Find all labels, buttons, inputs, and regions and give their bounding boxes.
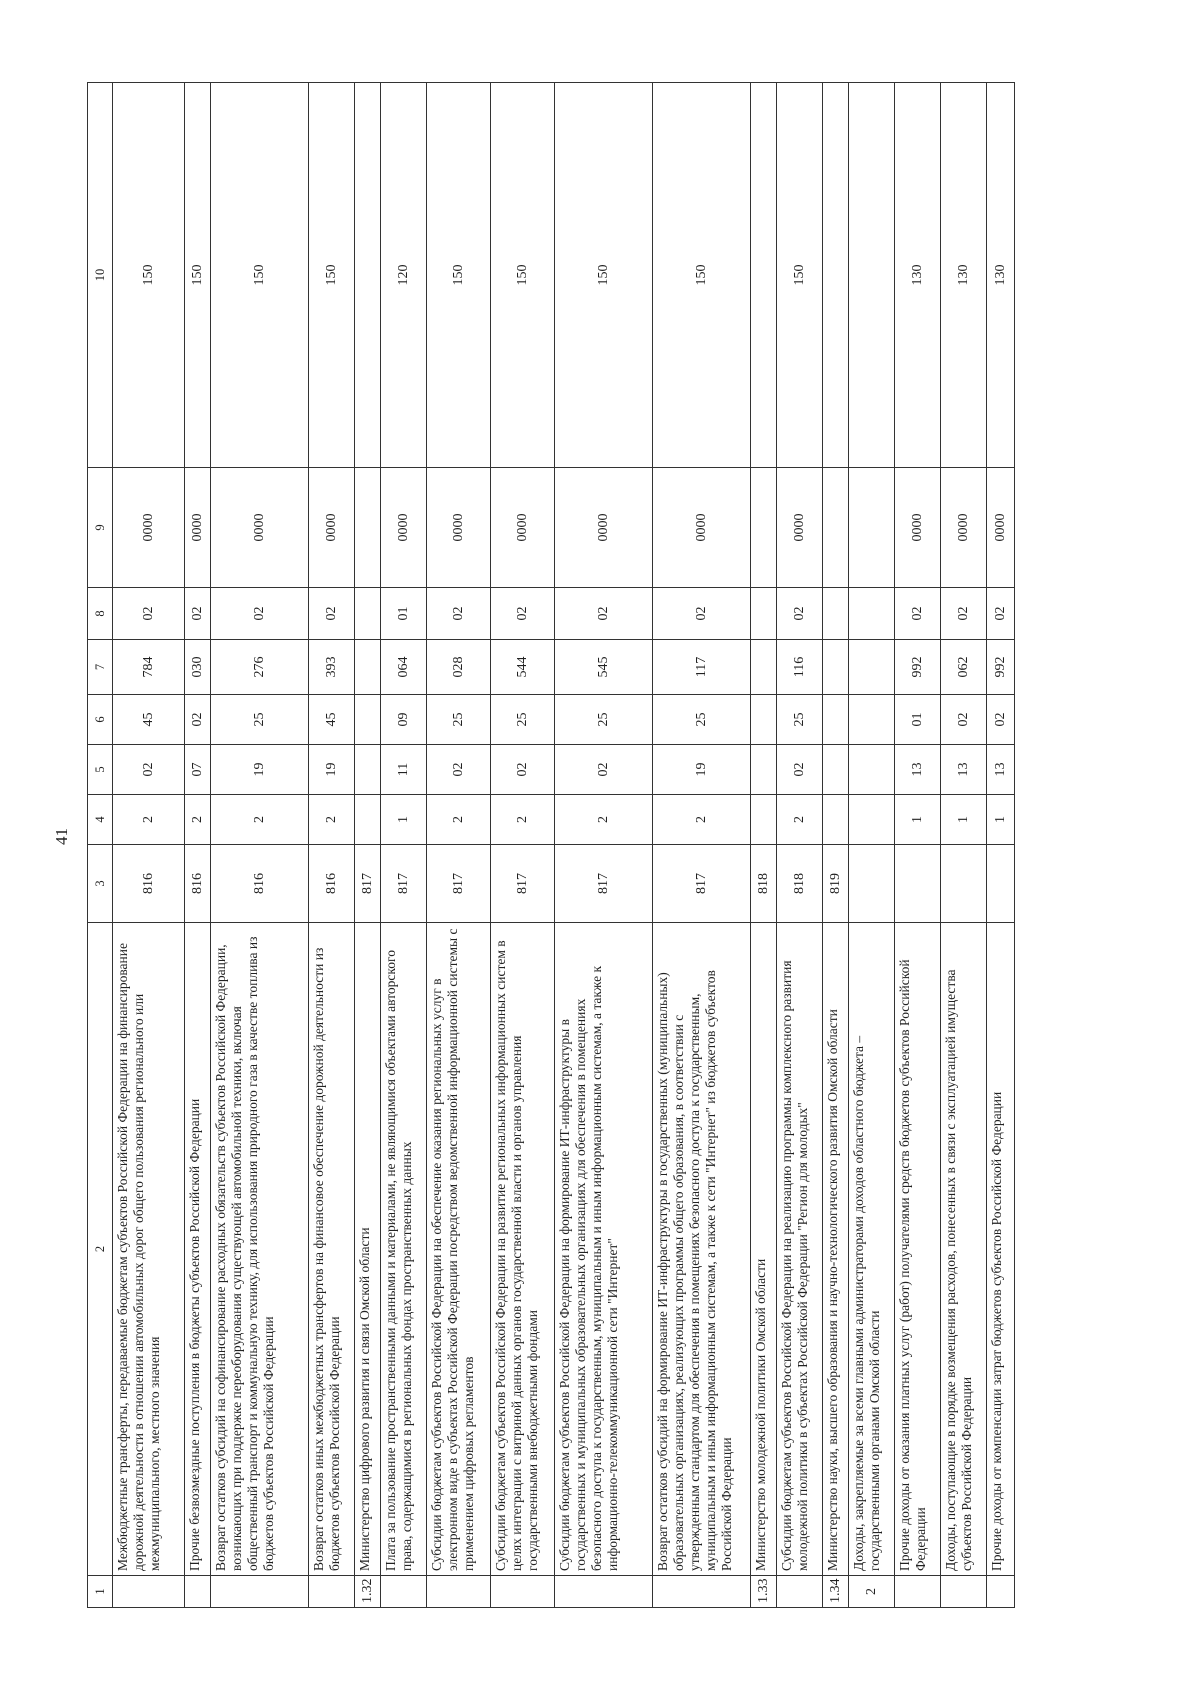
program-code — [751, 468, 777, 588]
table-row — [777, 83, 823, 1608]
row-name: Прочие доходы от компенсации затрат бюджетов субъектов Российской Федерации — [987, 923, 1015, 1576]
subarticle-code: 030 — [185, 640, 211, 695]
subgroup-code: 19 — [211, 745, 309, 795]
table-row — [491, 83, 555, 1608]
row-name: Прочие доходы от оказания платных услуг (работ) получателями средств бюджетов субъектов Российской Федерации — [895, 923, 941, 1576]
article-code: 45 — [309, 695, 355, 745]
row-name: Министерство науки, высшего образования и научно-технологического развития Омской области — [823, 923, 849, 1576]
article-code: 25 — [211, 695, 309, 745]
table-row — [355, 83, 381, 1608]
subarticle-code: 276 — [211, 640, 309, 695]
revenue-codes-table — [87, 82, 1015, 1608]
row-number — [185, 1576, 211, 1608]
subarticle-code: 544 — [491, 640, 555, 695]
table-row — [653, 83, 751, 1608]
subgroup-code: 13 — [895, 745, 941, 795]
column-number-2: 2 — [88, 923, 113, 1576]
element-code — [355, 588, 381, 640]
table-row — [751, 83, 777, 1608]
admin-code — [987, 845, 1015, 923]
subgroup-code — [751, 745, 777, 795]
table-row — [823, 83, 849, 1608]
table-row — [987, 83, 1015, 1608]
subarticle-code — [823, 640, 849, 695]
article-code: 09 — [381, 695, 427, 745]
classification-code: 130 — [895, 83, 941, 468]
group-code: 2 — [185, 795, 211, 845]
subarticle-code: 545 — [555, 640, 653, 695]
column-number-10: 10 — [88, 83, 113, 468]
subgroup-code: 07 — [185, 745, 211, 795]
subgroup-code: 02 — [555, 745, 653, 795]
classification-code — [751, 83, 777, 468]
classification-code: 120 — [381, 83, 427, 468]
column-number-7: 7 — [88, 640, 113, 695]
subgroup-code: 19 — [653, 745, 751, 795]
program-code: 0000 — [987, 468, 1015, 588]
subarticle-code: 117 — [653, 640, 751, 695]
row-name: Межбюджетные трансферты, передаваемые бюджетам субъектов Российской Федерации на финансирование дорожной деятельности в отношении автомобильных дорог общего пользования регионального или межмуниципального, местного значения — [113, 923, 185, 1576]
group-code: 2 — [427, 795, 491, 845]
program-code: 0000 — [777, 468, 823, 588]
element-code: 02 — [185, 588, 211, 640]
classification-code: 130 — [987, 83, 1015, 468]
row-number — [555, 1576, 653, 1608]
row-name: Министерство цифрового развития и связи Омской области — [355, 923, 381, 1576]
column-number-8: 8 — [88, 588, 113, 640]
admin-code: 817 — [653, 845, 751, 923]
classification-code: 150 — [113, 83, 185, 468]
table-row — [427, 83, 491, 1608]
admin-code: 817 — [555, 845, 653, 923]
group-code: 1 — [987, 795, 1015, 845]
row-name: Доходы, закрепляемые за всеми главными администраторами доходов областного бюджета – государственными органами Омской области — [849, 923, 895, 1576]
program-code: 0000 — [653, 468, 751, 588]
row-name: Субсидии бюджетам субъектов Российской Федерации на формирование ИТ-инфраструктуры в государственных и муниципальных образовательных организациях для обеспечения в помещениях безопасного доступа к государственным, муниципальным и иным информационным системам, а также к информационно-телекоммуникационной сети "Интернет" — [555, 923, 653, 1576]
admin-code — [849, 845, 895, 923]
group-code: 1 — [895, 795, 941, 845]
article-code: 01 — [895, 695, 941, 745]
program-code: 0000 — [381, 468, 427, 588]
page-number: 41 — [52, 828, 71, 845]
table-body — [113, 83, 1015, 1608]
program-code — [849, 468, 895, 588]
article-code — [849, 695, 895, 745]
row-number — [941, 1576, 987, 1608]
row-name: Субсидии бюджетам субъектов Российской Федерации на реализацию программы комплексного развития молодежной политики в субъектах Российской Федерации "Регион для молодых" — [777, 923, 823, 1576]
subgroup-code — [849, 745, 895, 795]
row-number: 2 — [849, 1576, 895, 1608]
table-row — [309, 83, 355, 1608]
row-number — [309, 1576, 355, 1608]
row-name: Министерство молодежной политики Омской области — [751, 923, 777, 1576]
program-code — [823, 468, 849, 588]
subarticle-code: 992 — [987, 640, 1015, 695]
classification-code — [355, 83, 381, 468]
admin-code: 816 — [211, 845, 309, 923]
group-code: 2 — [653, 795, 751, 845]
row-name: Плата за пользование пространственными данными и материалами, не являющимися объектами авторского права, содержащимися в региональных фондах пространственных данных — [381, 923, 427, 1576]
classification-code: 150 — [777, 83, 823, 468]
row-name: Возврат остатков субсидий на софинансирование расходных обязательств субъектов Российской Федерации, возникающих при поддержке переоборудования существующей автомобильной техники, включая общественный транспорт и коммунальную технику, для использования природного газа в качестве топлива из бюджетов субъектов Российской Федерации — [211, 923, 309, 1576]
article-code: 25 — [555, 695, 653, 745]
program-code: 0000 — [211, 468, 309, 588]
classification-code — [823, 83, 849, 468]
subgroup-code: 13 — [987, 745, 1015, 795]
admin-code: 816 — [113, 845, 185, 923]
table-row — [185, 83, 211, 1608]
group-code — [751, 795, 777, 845]
classification-code: 150 — [309, 83, 355, 468]
group-code: 2 — [555, 795, 653, 845]
row-number — [895, 1576, 941, 1608]
classification-code: 150 — [427, 83, 491, 468]
row-number — [491, 1576, 555, 1608]
group-code: 2 — [113, 795, 185, 845]
column-number-9: 9 — [88, 468, 113, 588]
program-code: 0000 — [185, 468, 211, 588]
subarticle-code: 992 — [895, 640, 941, 695]
classification-code: 150 — [491, 83, 555, 468]
admin-code: 818 — [751, 845, 777, 923]
row-number: 1.34 — [823, 1576, 849, 1608]
row-name: Субсидии бюджетам субъектов Российской Федерации на развитие региональных информационных систем в целях интеграции с витриной данных органов государственной власти и органов управления государственными внебюджетными фондами — [491, 923, 555, 1576]
classification-code: 150 — [185, 83, 211, 468]
article-code — [355, 695, 381, 745]
column-number-row — [88, 83, 113, 1608]
row-number — [987, 1576, 1015, 1608]
row-number — [211, 1576, 309, 1608]
admin-code: 819 — [823, 845, 849, 923]
admin-code: 816 — [309, 845, 355, 923]
element-code: 02 — [491, 588, 555, 640]
article-code: 25 — [653, 695, 751, 745]
admin-code: 817 — [427, 845, 491, 923]
row-name: Возврат остатков субсидий на формирование ИТ-инфраструктуры в государственных (муниципальных) образовательных организациях, реализующих программы общего образования, в соответствии с утвержденным стандартом для обеспечения в помещениях безопасного доступа к государственным, муниципальным и иным информационным системам, а также к сети "Интернет" из бюджетов субъектов Российской Федерации — [653, 923, 751, 1576]
row-name: Доходы, поступающие в порядке возмещения расходов, понесенных в связи с эксплуатацией имущества субъектов Российской Федерации — [941, 923, 987, 1576]
row-name: Прочие безвозмездные поступления в бюджеты субъектов Российской Федерации — [185, 923, 211, 1576]
row-number — [113, 1576, 185, 1608]
admin-code: 818 — [777, 845, 823, 923]
subarticle-code: 064 — [381, 640, 427, 695]
program-code: 0000 — [895, 468, 941, 588]
group-code — [823, 795, 849, 845]
element-code: 02 — [777, 588, 823, 640]
article-code: 25 — [491, 695, 555, 745]
element-code — [823, 588, 849, 640]
row-number: 1.33 — [751, 1576, 777, 1608]
table-row — [113, 83, 185, 1608]
group-code: 1 — [941, 795, 987, 845]
table-row — [895, 83, 941, 1608]
article-code: 02 — [185, 695, 211, 745]
element-code: 02 — [987, 588, 1015, 640]
subgroup-code: 19 — [309, 745, 355, 795]
group-code — [849, 795, 895, 845]
classification-code — [849, 83, 895, 468]
program-code: 0000 — [941, 468, 987, 588]
element-code: 02 — [555, 588, 653, 640]
subarticle-code: 062 — [941, 640, 987, 695]
row-number — [653, 1576, 751, 1608]
article-code — [751, 695, 777, 745]
row-number — [381, 1576, 427, 1608]
subgroup-code — [823, 745, 849, 795]
program-code: 0000 — [113, 468, 185, 588]
article-code: 02 — [941, 695, 987, 745]
classification-code: 130 — [941, 83, 987, 468]
element-code — [849, 588, 895, 640]
row-number: 1.32 — [355, 1576, 381, 1608]
column-number-3: 3 — [88, 845, 113, 923]
subarticle-code: 784 — [113, 640, 185, 695]
element-code: 02 — [895, 588, 941, 640]
program-code: 0000 — [491, 468, 555, 588]
subgroup-code: 02 — [113, 745, 185, 795]
program-code: 0000 — [309, 468, 355, 588]
subgroup-code: 11 — [381, 745, 427, 795]
program-code: 0000 — [555, 468, 653, 588]
table-row — [849, 83, 895, 1608]
admin-code — [941, 845, 987, 923]
article-code: 25 — [427, 695, 491, 745]
subarticle-code — [355, 640, 381, 695]
row-number — [777, 1576, 823, 1608]
column-number-4: 4 — [88, 795, 113, 845]
subarticle-code — [849, 640, 895, 695]
admin-code — [895, 845, 941, 923]
article-code: 45 — [113, 695, 185, 745]
subgroup-code — [355, 745, 381, 795]
subgroup-code: 02 — [427, 745, 491, 795]
subgroup-code: 02 — [777, 745, 823, 795]
admin-code: 817 — [381, 845, 427, 923]
subgroup-code: 13 — [941, 745, 987, 795]
element-code: 02 — [653, 588, 751, 640]
element-code: 02 — [309, 588, 355, 640]
admin-code: 817 — [491, 845, 555, 923]
subarticle-code: 028 — [427, 640, 491, 695]
program-code — [355, 468, 381, 588]
group-code: 2 — [309, 795, 355, 845]
subarticle-code: 393 — [309, 640, 355, 695]
table-row — [555, 83, 653, 1608]
classification-code: 150 — [653, 83, 751, 468]
group-code: 2 — [491, 795, 555, 845]
subarticle-code — [751, 640, 777, 695]
group-code: 2 — [777, 795, 823, 845]
group-code: 1 — [381, 795, 427, 845]
group-code — [355, 795, 381, 845]
admin-code: 817 — [355, 845, 381, 923]
row-name: Субсидии бюджетам субъектов Российской Федерации на обеспечение оказания региональных услуг в электронном виде в субъектах Российской Федерации посредством ведомственной информационной системы с применением цифровых регламентов — [427, 923, 491, 1576]
subgroup-code: 02 — [491, 745, 555, 795]
group-code: 2 — [211, 795, 309, 845]
column-number-5: 5 — [88, 745, 113, 795]
element-code: 02 — [941, 588, 987, 640]
program-code: 0000 — [427, 468, 491, 588]
rotated-table-container — [87, 83, 1120, 1608]
table-row — [941, 83, 987, 1608]
classification-code: 150 — [555, 83, 653, 468]
table-row — [211, 83, 309, 1608]
classification-code: 150 — [211, 83, 309, 468]
element-code: 02 — [113, 588, 185, 640]
element-code — [751, 588, 777, 640]
article-code — [823, 695, 849, 745]
admin-code: 816 — [185, 845, 211, 923]
column-number-1: 1 — [88, 1576, 113, 1608]
element-code: 02 — [211, 588, 309, 640]
row-number — [427, 1576, 491, 1608]
row-name: Возврат остатков иных межбюджетных трансфертов на финансовое обеспечение дорожной деятельности из бюджетов субъектов Российской Федерации — [309, 923, 355, 1576]
element-code: 01 — [381, 588, 427, 640]
column-number-6: 6 — [88, 695, 113, 745]
article-code: 25 — [777, 695, 823, 745]
article-code: 02 — [987, 695, 1015, 745]
table-row — [381, 83, 427, 1608]
element-code: 02 — [427, 588, 491, 640]
subarticle-code: 116 — [777, 640, 823, 695]
